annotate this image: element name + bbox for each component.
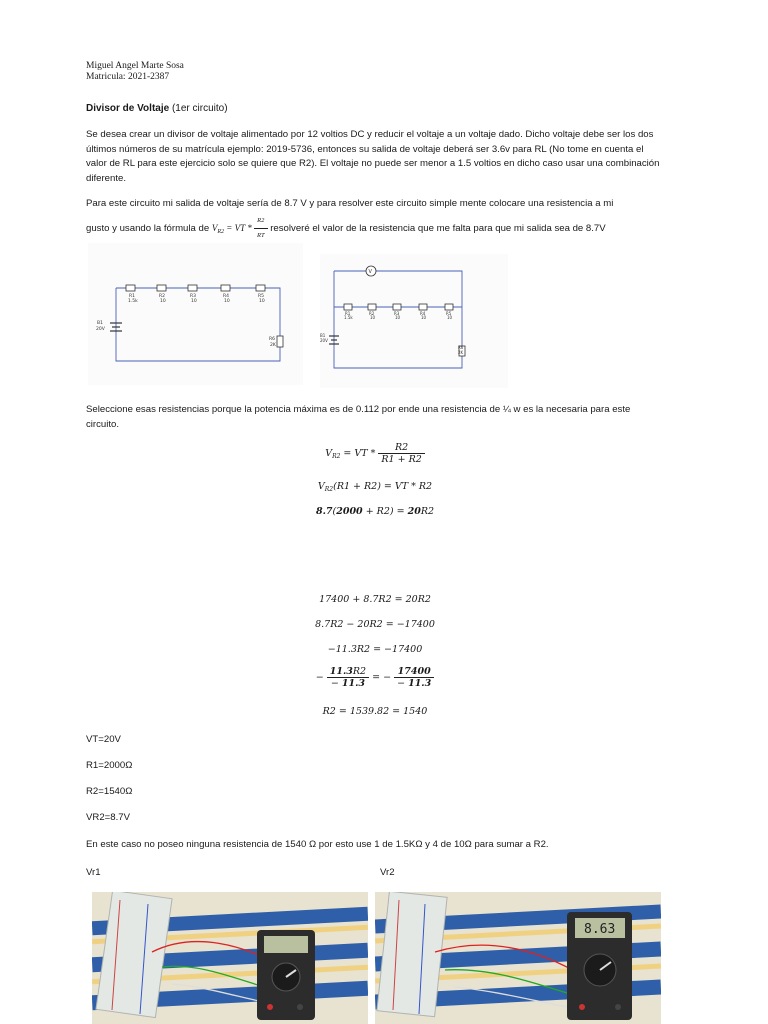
value-r1: R1=2000Ω	[86, 760, 133, 771]
photo-vr2	[375, 892, 661, 1024]
c1-r3-value: 10	[191, 299, 197, 304]
section-heading	[86, 103, 228, 114]
breadboard	[377, 892, 447, 1017]
c1-r4-value: 10	[224, 299, 230, 304]
c2-r3-name: R3	[394, 311, 400, 316]
c2-resistor-r4	[419, 304, 427, 310]
c2-load-value: 2K	[458, 350, 464, 355]
heading-bold: Divisor de Voltaje	[86, 103, 170, 114]
c2-resistor-r3	[393, 304, 401, 310]
c2-battery-value: 20V	[320, 338, 328, 343]
multimeter-reading: 8.63	[584, 922, 616, 937]
c2-r1-value: 1.5k	[344, 315, 353, 320]
paragraph-method-line2	[86, 214, 661, 244]
c1-resistor-r3	[188, 285, 197, 291]
value-vr2: VR2=8.7V	[86, 812, 131, 823]
c2-r2-value: 10	[370, 315, 376, 320]
circuit-diagram-1	[88, 243, 303, 385]
c2-r4-name: R4	[420, 311, 426, 316]
author-matricula: Matricula: 2021-2387	[86, 72, 170, 82]
c1-r2-value: 10	[160, 299, 166, 304]
value-r2: R2=1540Ω	[86, 786, 133, 797]
c2-resistor-r1	[344, 304, 352, 310]
c1-resistor-r2	[157, 285, 166, 291]
paragraph-resistor-note: En este caso no poseo ninguna resistencia de 1540 Ω por esto use 1 de 1.5KΩ y 4 de 10Ω para sumar a R2.	[86, 839, 549, 850]
c1-r4-name: R4	[223, 294, 229, 299]
c2-resistor-r2	[368, 304, 376, 310]
c2-r5-name: R5	[446, 311, 452, 316]
heading-rest: (1er circuito)	[169, 103, 228, 114]
c1-battery-value: 20V	[96, 327, 105, 332]
c2-r1-name: R1	[345, 311, 351, 316]
c1-r2-name: R2	[159, 294, 165, 299]
c1-battery-name: B1	[97, 321, 103, 326]
inline-formula: $V_{R2}$ = VT * $\frac{R2}{RT}$	[212, 223, 268, 233]
c2-r2-name: R2	[369, 311, 375, 316]
paragraph-selection: Seleccione esas resistencias porque la potencia máxima es de 0.112 por ende una resistencia de ¼ w es la necesaria para este circuito.	[86, 404, 631, 430]
multimeter	[567, 912, 632, 1020]
equation-5: 8.7R2 − 20R2 = −17400	[315, 619, 435, 630]
equation-4: 17400 + 8.7R2 = 20R2	[319, 594, 431, 605]
paragraph-method-line1: Para este circuito mi salida de voltaje sería de 8.7 V y para resolver este circuito simple mente colocare una resistencia a mi	[86, 198, 614, 209]
c1-load-name: R6	[269, 337, 275, 342]
photo-label-vr2: Vr2	[380, 867, 395, 878]
c2-resistor-r5	[445, 304, 453, 310]
multimeter	[257, 930, 315, 1020]
paragraph-method-line2-end: resolveré el valor de la resistencia que me falta para que mi salida sea de 8.7V	[267, 222, 606, 234]
circuit-diagram-2	[320, 254, 508, 388]
equation-1: $V_{R2}$ = VT * $\frac{R2}{R1 + R2}$	[200, 442, 550, 465]
c1-r1-name: R1	[129, 294, 135, 299]
c2-load-name: R6	[458, 345, 464, 350]
c1-r1-value: 1.5k	[128, 299, 138, 304]
equation-7: − $\frac{11.3R2}{- 11.3}$ = − $\frac{17400}{- 11.3}$	[200, 666, 550, 689]
equation-8: R2 = 1539.82 = 1540	[322, 706, 428, 717]
c2-r3-value: 10	[395, 315, 401, 320]
c1-r5-value: 10	[259, 299, 265, 304]
c2-r4-value: 10	[421, 315, 427, 320]
paragraph-method-line2-start: gusto y usando la fórmula de	[86, 222, 212, 234]
paragraph-method	[86, 197, 661, 244]
photo-vr1	[92, 892, 368, 1024]
c2-battery-name: B1	[320, 333, 326, 338]
c2-voltmeter	[366, 266, 376, 276]
equation-6: −11.3R2 = −17400	[327, 644, 423, 655]
photo-label-vr1: Vr1	[86, 867, 101, 878]
equation-3: 8.7(2000 + R2) = 20R2	[315, 506, 435, 517]
c1-load-value: 2K	[270, 343, 276, 348]
c1-resistor-r5	[256, 285, 265, 291]
c1-resistor-r1	[126, 285, 135, 291]
paragraph-intro: Se desea crear un divisor de voltaje alimentado por 12 voltios DC y reducir el voltaje a un voltaje dado. Dicho voltaje debe ser los dos últimos números de su matrícula ejemplo: 2019-5736, entonces su salida de voltaje deberá ser 3.6v para RL (No tome en cuenta el valor de RL para este ejercicio solo se quiere que R2). El voltaje no puede ser menor a 1.5 voltios en dicho caso usar una combinación diferente.	[86, 129, 660, 184]
value-vt: VT=20V	[86, 734, 121, 745]
svg-text:V: V	[368, 269, 372, 275]
author-name: Miguel Angel Marte Sosa	[86, 61, 184, 71]
c1-r5-name: R5	[258, 294, 264, 299]
c1-resistor-r4	[221, 285, 230, 291]
equation-2: $V_{R2}(R1 + R2)$ = VT * R2	[317, 481, 433, 493]
c2-r5-value: 10	[447, 315, 453, 320]
c1-r3-name: R3	[190, 294, 196, 299]
c1-resistor-load	[277, 336, 283, 347]
